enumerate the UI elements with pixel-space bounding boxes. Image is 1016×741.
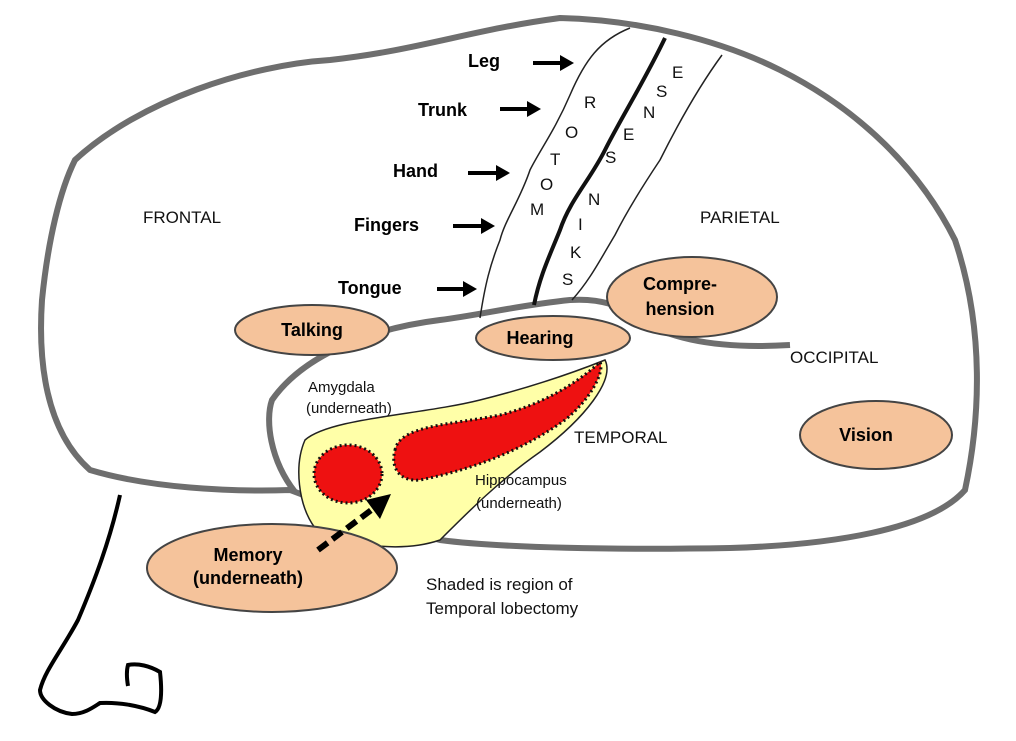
region-comprehension-line2: hension <box>645 299 715 319</box>
caption-line1: Shaded is region of <box>426 575 573 594</box>
region-vision-label: Vision <box>839 425 893 445</box>
lobe-frontal: FRONTAL <box>143 208 222 227</box>
body-part-arrows <box>437 55 574 297</box>
motor-strip-letters <box>530 93 596 219</box>
hippocampus-label-line2: (underneath) <box>476 495 562 512</box>
region-talking <box>235 305 389 355</box>
lobe-temporal: TEMPORAL <box>574 428 668 447</box>
sensory-letter: E <box>672 63 684 82</box>
hippocampus-label-line1: Hippocampus <box>475 472 567 489</box>
label-tongue: Tongue <box>338 278 402 298</box>
arrow-icon <box>533 55 574 71</box>
sensory-letter: E <box>623 125 635 144</box>
face-profile <box>40 495 161 714</box>
lobe-occipital: OCCIPITAL <box>790 348 879 367</box>
amygdala-label-line1: Amygdala <box>308 379 375 396</box>
motor-letter: O <box>565 123 579 142</box>
motor-letter: R <box>584 93 597 112</box>
arrow-icon <box>468 165 510 181</box>
arrow-icon <box>453 218 495 234</box>
region-vision <box>800 401 952 469</box>
sensory-letter: S <box>562 270 574 289</box>
arrow-icon <box>437 281 477 297</box>
region-comprehension <box>607 257 777 337</box>
lobe-parietal: PARIETAL <box>700 208 780 227</box>
sensory-letter: S <box>656 82 668 101</box>
region-memory-line2: (underneath) <box>193 568 303 588</box>
motor-letter: T <box>550 150 561 169</box>
amygdala-highlight <box>314 445 382 503</box>
region-memory <box>147 524 397 612</box>
arrow-icon <box>500 101 541 117</box>
motor-letter: M <box>530 200 545 219</box>
region-comprehension-line1: Compre- <box>642 274 718 294</box>
sensory-letter: S <box>605 148 617 167</box>
motor-letter: O <box>540 175 554 194</box>
sensory-letter: N <box>643 103 656 122</box>
region-talking-label: Talking <box>281 320 343 340</box>
sensory-letter: I <box>578 215 583 234</box>
label-leg: Leg <box>468 51 501 71</box>
region-hearing <box>476 316 630 360</box>
sensory-letter: K <box>570 243 582 262</box>
label-hand: Hand <box>393 161 438 181</box>
sensory-letter: N <box>588 190 601 209</box>
sensory-strip-letters <box>562 63 683 289</box>
label-fingers: Fingers <box>354 215 420 235</box>
caption-line2: Temporal lobectomy <box>426 599 579 618</box>
region-memory-line1: Memory <box>213 545 283 565</box>
label-trunk: Trunk <box>418 100 468 120</box>
amygdala-label-line2: (underneath) <box>306 400 392 417</box>
region-hearing-label: Hearing <box>506 328 574 348</box>
